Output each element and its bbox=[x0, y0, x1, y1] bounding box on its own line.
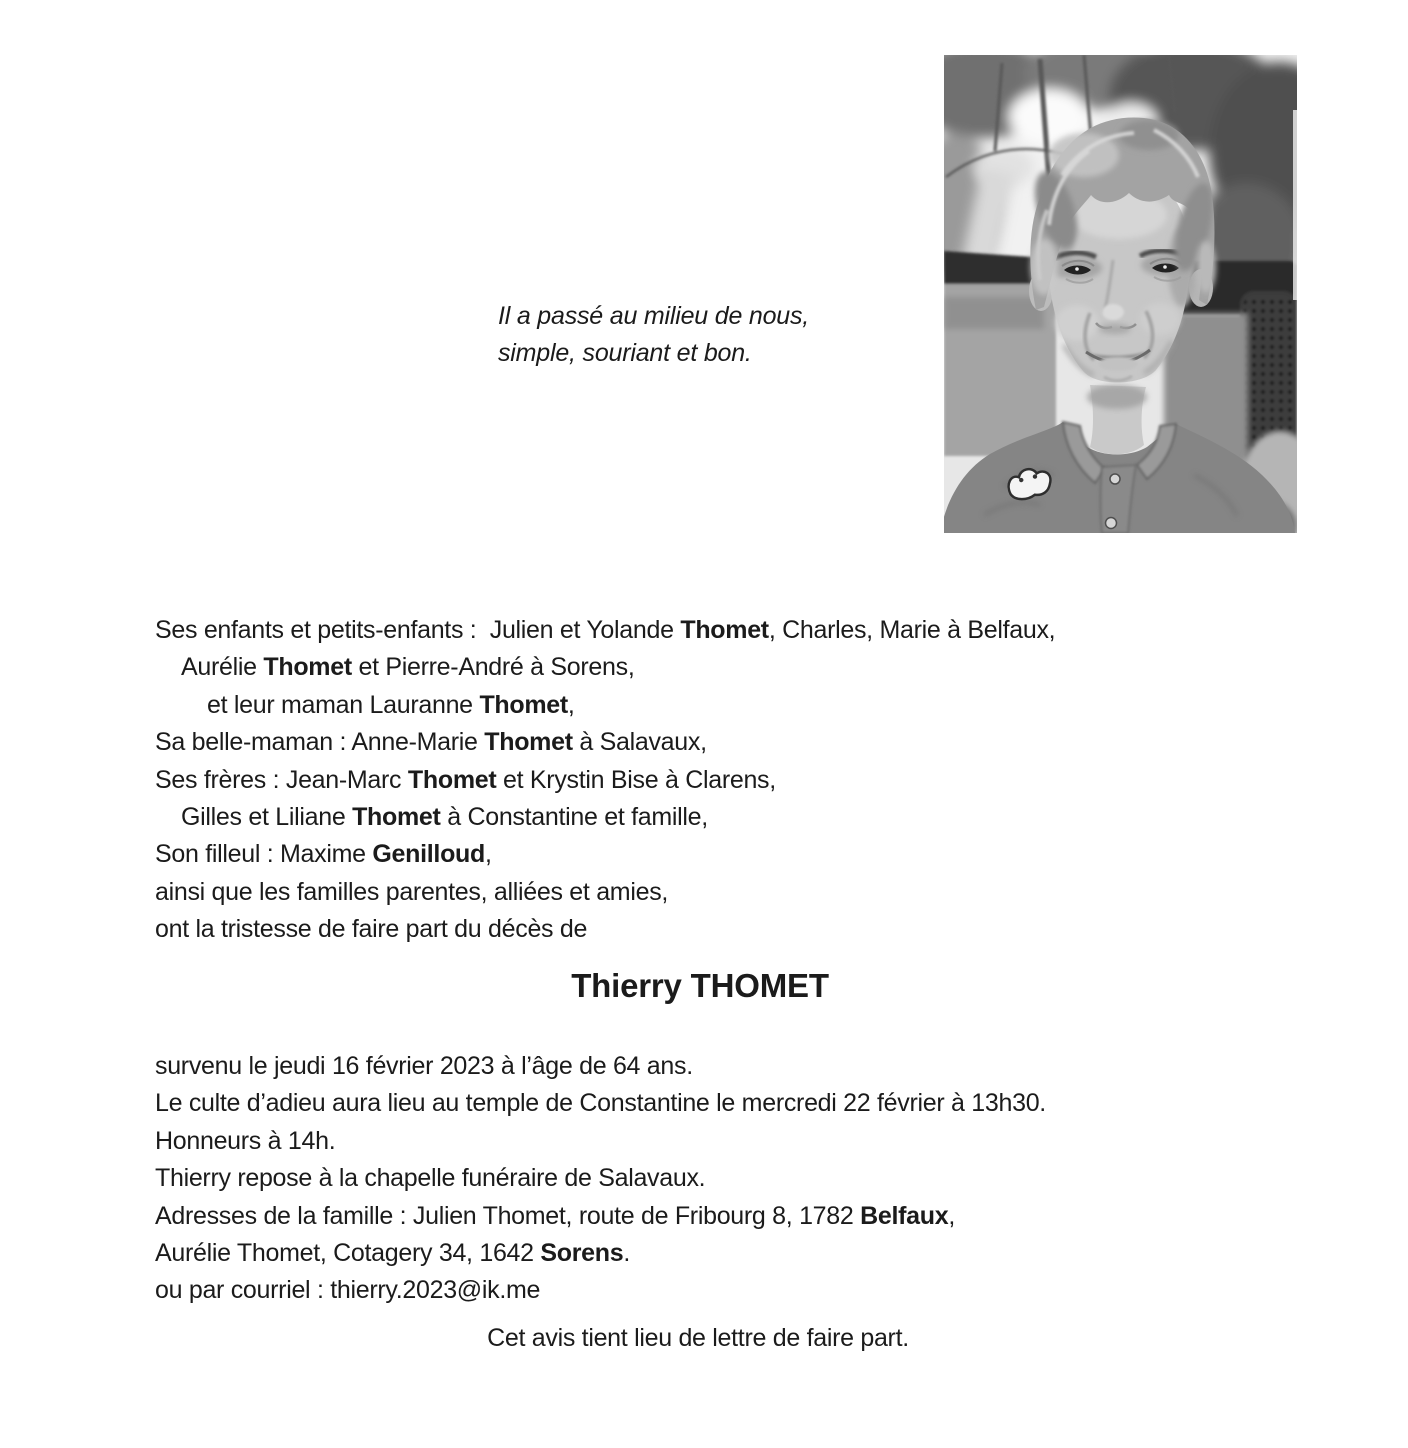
line-text: Gilles et Liliane bbox=[181, 803, 353, 832]
obituary-line bbox=[155, 687, 1255, 724]
closing-line: Cet avis tient lieu de lettre de faire part. bbox=[487, 1324, 909, 1352]
line-text: Son filleul : Maxime bbox=[155, 840, 373, 869]
line-text: à Salavaux, bbox=[572, 728, 707, 757]
line-text: . bbox=[623, 1239, 631, 1268]
line-text: Honneurs à 14h. bbox=[155, 1126, 336, 1155]
polo-button bbox=[1110, 474, 1120, 484]
line-text: Thierry repose à la chapelle funéraire de Salavaux. bbox=[155, 1164, 706, 1193]
epigraph-line2: simple, souriant et bon. bbox=[498, 339, 752, 367]
obituary-line bbox=[155, 836, 1255, 873]
line-text: Aurélie Thomet, Cotagery 34, 1642 bbox=[155, 1239, 541, 1268]
line-bold-name: Thomet bbox=[484, 728, 573, 757]
obituary-line bbox=[155, 1160, 1305, 1197]
obituary-line bbox=[155, 649, 1255, 686]
obituary-line bbox=[155, 1048, 1305, 1085]
family-announcement-block bbox=[155, 612, 1255, 949]
obituary-line bbox=[155, 1272, 1305, 1309]
line-bold-name: Thomet bbox=[352, 803, 441, 832]
line-text: et leur maman Lauranne bbox=[207, 690, 480, 719]
obituary-line bbox=[155, 1235, 1305, 1272]
obituary-line bbox=[155, 1198, 1305, 1235]
obituary-line bbox=[155, 762, 1255, 799]
line-text: ainsi que les familles parentes, alliées et amies, bbox=[155, 877, 669, 906]
line-text: à Constantine et famille, bbox=[440, 803, 708, 832]
obituary-line bbox=[155, 724, 1255, 761]
obituary-line bbox=[155, 1123, 1305, 1160]
line-bold-name: Thomet bbox=[407, 765, 497, 794]
line-text: et Pierre-André à Sorens, bbox=[351, 653, 635, 682]
line-text: , Charles, Marie à Belfaux, bbox=[768, 616, 1056, 644]
obituary-line bbox=[155, 612, 1255, 649]
line-text: , bbox=[567, 690, 575, 719]
line-text: ont la tristesse de faire part du décès de bbox=[155, 915, 588, 944]
epigraph-line1: Il a passé au milieu de nous, bbox=[498, 302, 810, 330]
line-text: , bbox=[484, 840, 492, 869]
epigraph bbox=[498, 298, 809, 372]
line-text: Le culte d’adieu aura lieu au temple de Constantine le mercredi 22 février à 13h30. bbox=[155, 1089, 1046, 1118]
obituary-line bbox=[155, 874, 1255, 911]
line-text: Ses frères : Jean-Marc bbox=[155, 765, 408, 794]
obituary-line bbox=[155, 911, 1255, 948]
portrait-photo-graphic bbox=[944, 55, 1297, 533]
line-text: ou par courriel : thierry.2023@ik.me bbox=[155, 1276, 541, 1305]
line-text: Sa belle-maman : Anne-Marie bbox=[155, 728, 485, 757]
line-bold-name: Belfaux bbox=[860, 1201, 949, 1230]
line-bold-name: Genilloud bbox=[372, 840, 485, 869]
line-bold-name: Thomet bbox=[479, 690, 568, 719]
line-text: Ses enfants et petits-enfants : Julien et Yolande bbox=[155, 616, 681, 644]
line-text: survenu le jeudi 16 février 2023 à l’âge de 64 ans. bbox=[155, 1052, 693, 1080]
polo-button bbox=[1106, 518, 1117, 529]
portrait-photo bbox=[944, 55, 1297, 533]
line-text: Aurélie bbox=[181, 653, 264, 682]
deceased-name-title: Thierry THOMET bbox=[571, 967, 829, 1004]
line-text: , bbox=[948, 1201, 956, 1230]
obituary-line bbox=[155, 799, 1255, 836]
line-text: et Krystin Bise à Clarens, bbox=[496, 765, 776, 794]
line-bold-name: Thomet bbox=[680, 616, 769, 644]
obituary-line bbox=[155, 1085, 1305, 1122]
line-bold-name: Thomet bbox=[263, 653, 352, 682]
ceremony-details-block bbox=[155, 1048, 1305, 1310]
line-text: Adresses de la famille : Julien Thomet, route de Fribourg 8, 1782 bbox=[155, 1201, 861, 1230]
line-bold-name: Sorens bbox=[540, 1239, 624, 1268]
